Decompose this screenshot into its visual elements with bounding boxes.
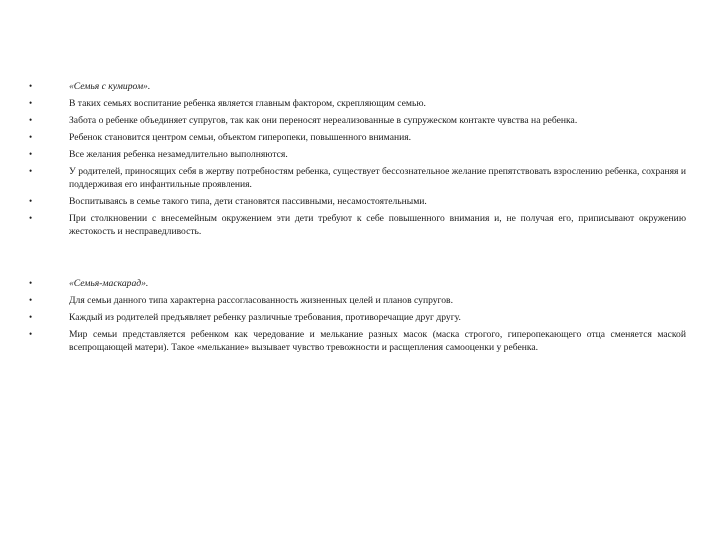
bullet-list-masquerade-family <box>26 277 686 358</box>
list-item-text: Ребенок становится центром семьи, объектом гиперопеки, повышенного внимания. <box>69 132 412 143</box>
section-heading: «Семья с кумиром». <box>69 81 151 92</box>
list-item <box>26 311 686 324</box>
list-item-text: При столкновении с внесемейным окружением эти дети требуют к себе повышенного внимания и, не получая его, приписывают окружению жестокость и несправедливость. <box>69 213 686 237</box>
bullet-icon: • <box>29 115 33 125</box>
list-item-text: Мир семьи представляется ребенком как чередование и мелькание разных масок (маска строгого, гиперопекающего отца сменяется маской всепрощающей матери). Такое «мелькание» вызывает чувство тревожности и расщепления самооценки у ребенка. <box>69 329 686 353</box>
bullet-icon: • <box>29 213 33 223</box>
bullet-icon: • <box>29 312 33 322</box>
list-item-text: Забота о ребенке объединяет супругов, так как они переносят нереализованные в супружеском контакте чувства на ребенка. <box>69 115 578 126</box>
list-item <box>26 165 686 191</box>
list-item-text: Воспитываясь в семье такого типа, дети становятся пассивными, несамостоятельными. <box>69 196 427 207</box>
list-item <box>26 294 686 307</box>
list-item <box>26 80 686 93</box>
bullet-icon: • <box>29 196 33 206</box>
list-item-text: У родителей, приносящих себя в жертву потребностям ребенка, существует бессознательное желание препятствовать взрослению ребенка, сохраняя и поддерживая его инфантильные проявления. <box>69 166 686 190</box>
list-item <box>26 97 686 110</box>
bullet-icon: • <box>29 329 33 339</box>
list-item-text: В таких семьях воспитание ребенка является главным фактором, скрепляющим семью. <box>69 98 426 109</box>
bullet-icon: • <box>29 149 33 159</box>
bullet-list-family-with-idol <box>26 80 686 242</box>
list-item <box>26 195 686 208</box>
bullet-icon: • <box>29 98 33 108</box>
section-heading: «Семья-маскарад». <box>69 278 149 289</box>
bullet-icon: • <box>29 81 33 91</box>
list-item <box>26 131 686 144</box>
list-item <box>26 328 686 354</box>
list-item <box>26 148 686 161</box>
bullet-icon: • <box>29 132 33 142</box>
list-item-text: Каждый из родителей предъявляет ребенку различные требования, противоречащие друг другу. <box>69 312 461 323</box>
bullet-icon: • <box>29 295 33 305</box>
list-item <box>26 277 686 290</box>
bullet-icon: • <box>29 166 33 176</box>
list-item-text: Все желания ребенка незамедлительно выполняются. <box>69 149 288 160</box>
list-item-text: Для семьи данного типа характерна рассогласованность жизненных целей и планов супругов. <box>69 295 453 306</box>
bullet-icon: • <box>29 278 33 288</box>
list-item <box>26 212 686 238</box>
list-item <box>26 114 686 127</box>
